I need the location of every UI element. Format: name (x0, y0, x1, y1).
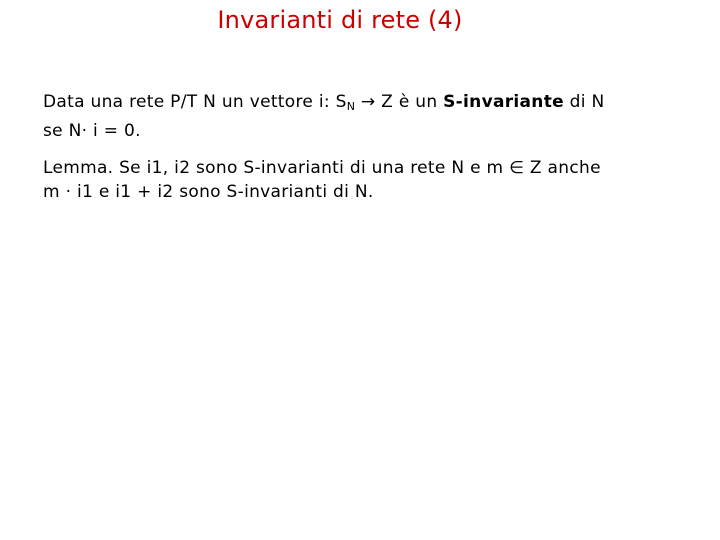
definition-text-end: di N (563, 92, 605, 112)
definition-text-middle: → Z è un (355, 92, 444, 112)
lemma-paragraph (43, 156, 693, 204)
definition-line-2: se N· i = 0. (43, 121, 141, 141)
s-invariant-term: S-invariante (443, 92, 564, 112)
definition-paragraph (43, 90, 693, 143)
definition-line-1 (43, 90, 693, 119)
slide-title: Invarianti di rete (4) (217, 6, 463, 34)
lemma-line-2: m · i1 e i1 + i2 sono S-invarianti di N. (43, 182, 374, 202)
definition-subscript: N (346, 100, 356, 113)
definition-text-start: Data una rete P/T N un vettore i: S (43, 92, 347, 112)
lemma-line-1: Lemma. Se i1, i2 sono S-invarianti di una rete N e m ∈ Z anche (43, 158, 601, 178)
